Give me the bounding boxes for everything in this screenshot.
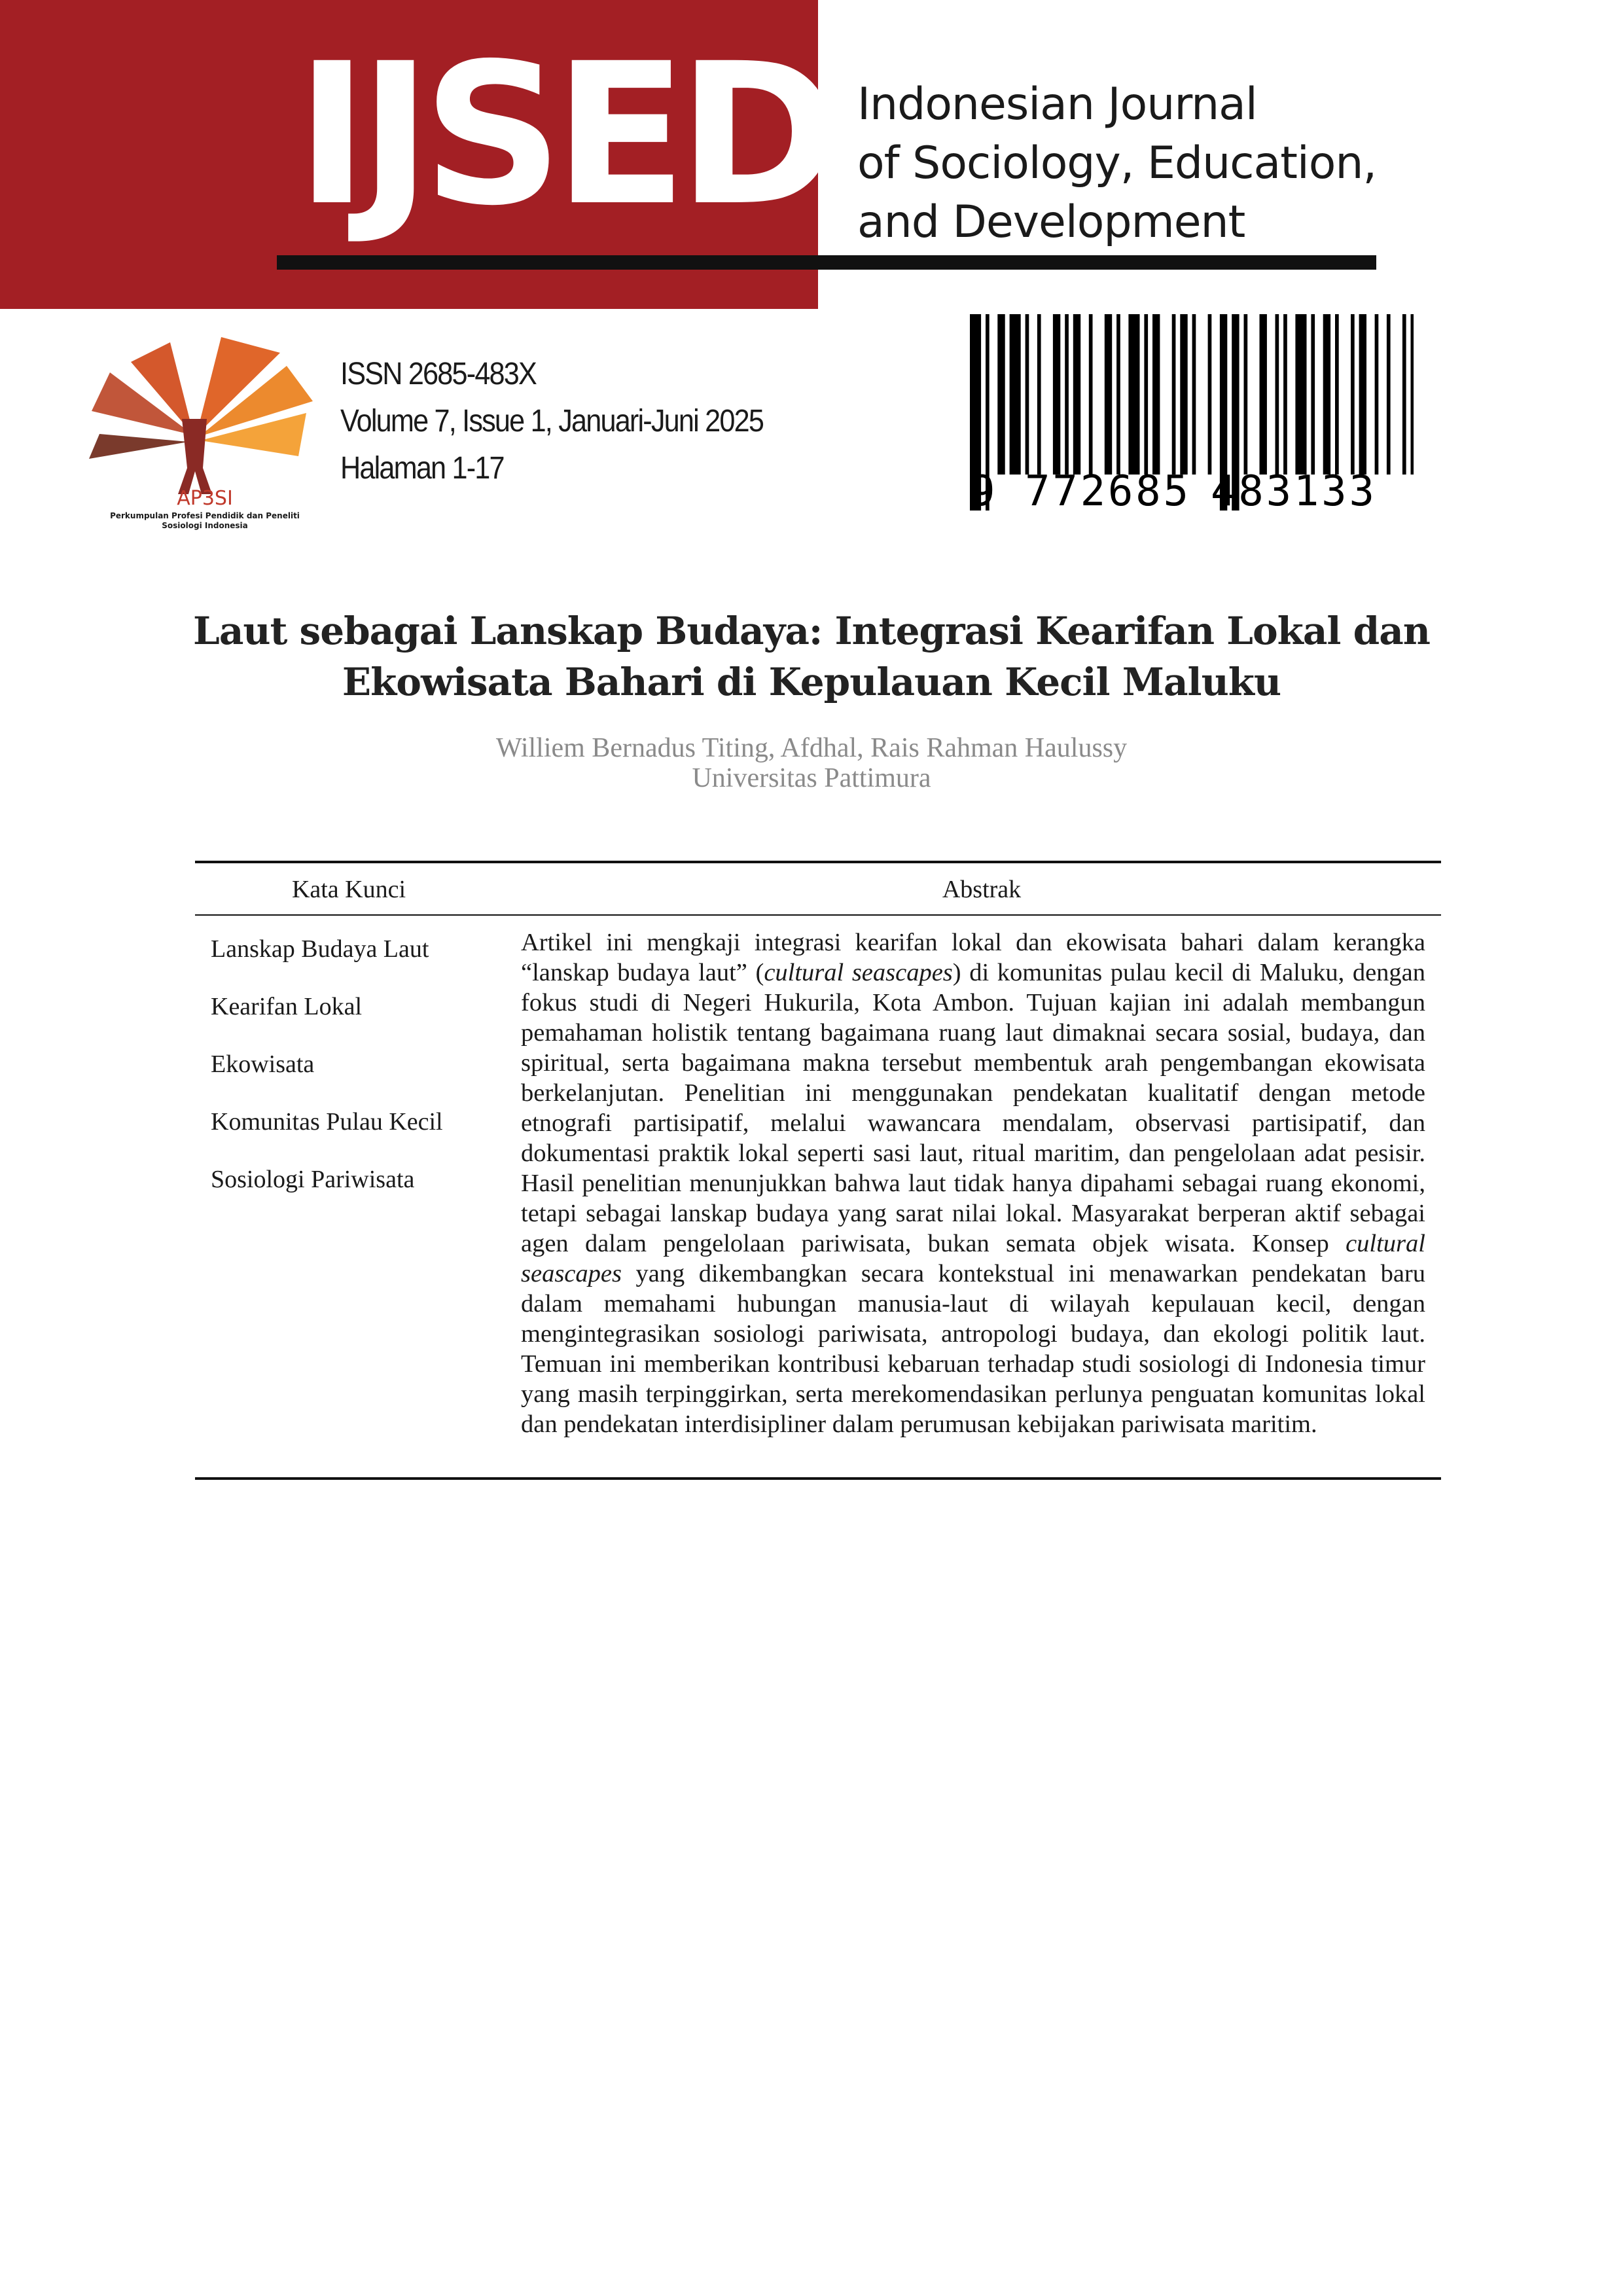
barcode-digit-group: 483133 — [1211, 467, 1374, 516]
logo-subtitle-line: Sosiologi Indonesia — [162, 521, 248, 530]
volume-issue: Volume 7, Issue 1, Januari-Juni 2025 — [340, 404, 764, 439]
barcode-bar — [1208, 314, 1212, 475]
barcode-bar — [1244, 314, 1248, 475]
barcode-bar — [1144, 314, 1148, 475]
abstract-text-italic: cultural seascapes — [764, 959, 953, 986]
barcode-bar — [1152, 314, 1160, 475]
barcode-digit-group: 772685 — [1025, 467, 1188, 516]
journal-logo: IJSED — [296, 22, 831, 249]
barcode-bar — [1311, 314, 1315, 475]
abstract-text-segment: Artikel ini mengkaji integrasi kearifan lokal dan ekowisata bahari dalam kerangka “lanskap budaya laut” ( — [521, 929, 1425, 986]
table-rule-bottom — [195, 1477, 1441, 1480]
barcode-bar — [1295, 314, 1306, 475]
logo-fan-blade — [89, 434, 188, 459]
abstract-text-italic: cultural seascapes — [521, 1230, 1425, 1287]
article-title-line: Laut sebagai Lanskap Budaya: Integrasi Kearifan Lokal dan — [193, 609, 1430, 653]
barcode-bar — [1037, 314, 1041, 475]
abstract-header: Abstrak — [942, 876, 1022, 903]
barcode-bar — [1402, 314, 1406, 475]
issue-info — [340, 351, 763, 492]
keyword-item: Kearifan Lokal — [211, 993, 363, 1020]
barcode-bar — [1180, 314, 1187, 475]
abstract-text-segment: ) di komunitas pulau kecil di Maluku, dengan fokus studi di Negeri Hukurila, Kota Ambon. Tujuan kajian ini adalah membangun pemahaman holistik tentang bagaimana ruang laut dimaknai secara sosial, budaya, dan spiritual, serta bagaimana makna tersebut membentuk arah pengembangan ekowisata berkelanjutan. Penelitian ini menggunakan pendekatan kualitatif dengan metode etnografi partisipatif, melalui wawancara mendalam, observasi partisipatif, dan dokumentasi praktik lokal seperti sasi laut, ritual maritim, dan pengelolaan adat pesisir. Hasil penelitian menunjukkan bahwa laut tidak hanya dipahami sebagai ruang ekonomi, tetapi sebagai lanskap budaya yang sarat nilai lokal. Masyarakat berperan aktif sebagai agen dalam pengelolaan pariwisata, bukan semata objek wisata. Konsep — [521, 959, 1426, 1257]
barcode-bar — [997, 314, 1005, 475]
ap3si-logo — [84, 337, 326, 533]
keyword-list — [211, 926, 512, 1214]
barcode-bar — [1026, 314, 1029, 475]
barcode-bar — [1010, 314, 1021, 475]
table-rule-top — [195, 861, 1441, 863]
barcode-bar — [1065, 314, 1069, 475]
abstract-text — [521, 927, 1425, 1439]
barcode-bar — [1275, 314, 1279, 475]
issn: ISSN 2685-483X — [340, 357, 537, 391]
barcode-bar — [1323, 314, 1330, 475]
barcode-bar — [1411, 314, 1414, 475]
barcode-bar — [1359, 314, 1366, 475]
keyword-item: Komunitas Pulau Kecil — [211, 1108, 443, 1136]
barcode-bar — [1387, 314, 1391, 475]
journal-name-line: Indonesian Journal — [857, 79, 1257, 130]
barcode-digit-group: 9 — [970, 467, 995, 516]
article-title — [0, 605, 1623, 708]
barcode-bar — [1335, 314, 1339, 475]
journal-name-line: of Sociology, Education, — [857, 137, 1377, 189]
barcode-bar — [1089, 314, 1093, 475]
logo-subtitle-line: Perkumpulan Profesi Pendidik dan Peneliti — [110, 511, 300, 520]
journal-name-line: and Development — [857, 196, 1245, 248]
keyword-item: Sosiologi Pariwisata — [211, 1166, 415, 1193]
logo-acronym: AP3SI — [177, 487, 233, 510]
barcode-bar — [1283, 314, 1287, 475]
barcode-bar — [1116, 314, 1120, 475]
table-rule-mid — [195, 914, 1441, 916]
keywords-header: Kata Kunci — [291, 876, 406, 903]
barcode-bar — [1351, 314, 1355, 475]
header-rule — [277, 255, 1376, 270]
keyword-item: Ekowisata — [211, 1050, 315, 1078]
barcode-bar — [1053, 314, 1060, 475]
author-names: Williem Bernadus Titing, Afdhal, Rais Rahman Haulussy — [495, 733, 1128, 763]
issn-barcode — [955, 308, 1414, 520]
keyword-item: Lanskap Budaya Laut — [211, 935, 429, 963]
barcode-bar — [1192, 314, 1196, 475]
barcode-bar — [1128, 314, 1139, 475]
page-range: Halaman 1-17 — [340, 451, 504, 486]
article-title-line: Ekowisata Bahari di Kepulauan Kecil Maluku — [342, 660, 1281, 704]
barcode-bar — [1375, 314, 1379, 475]
abstract-text-segment: yang dikembangkan secara kontekstual ini menawarkan pendekatan baru dalam memahami hubungan manusia-laut di wilayah kepulauan kecil, dengan mengintegrasikan sosiologi pariwisata, antropologi budaya, dan ekologi politik laut. Temuan ini memberikan kontribusi kebaruan terhadap studi sosiologi di Indonesia timur yang masih terpinggirkan, serta merekomendasikan perlunya penguatan komunitas lokal dan pendekatan interdisipliner dalam perumusan kebijakan pariwisata maritim. — [521, 1260, 1425, 1438]
journal-name — [857, 75, 1376, 252]
barcode-bar — [1073, 314, 1080, 475]
barcode-bar — [1260, 314, 1267, 475]
barcode-bar — [1172, 314, 1176, 475]
author-block — [0, 733, 1623, 793]
barcode-bar — [1105, 314, 1112, 475]
affiliation: Universitas Pattimura — [692, 763, 931, 793]
